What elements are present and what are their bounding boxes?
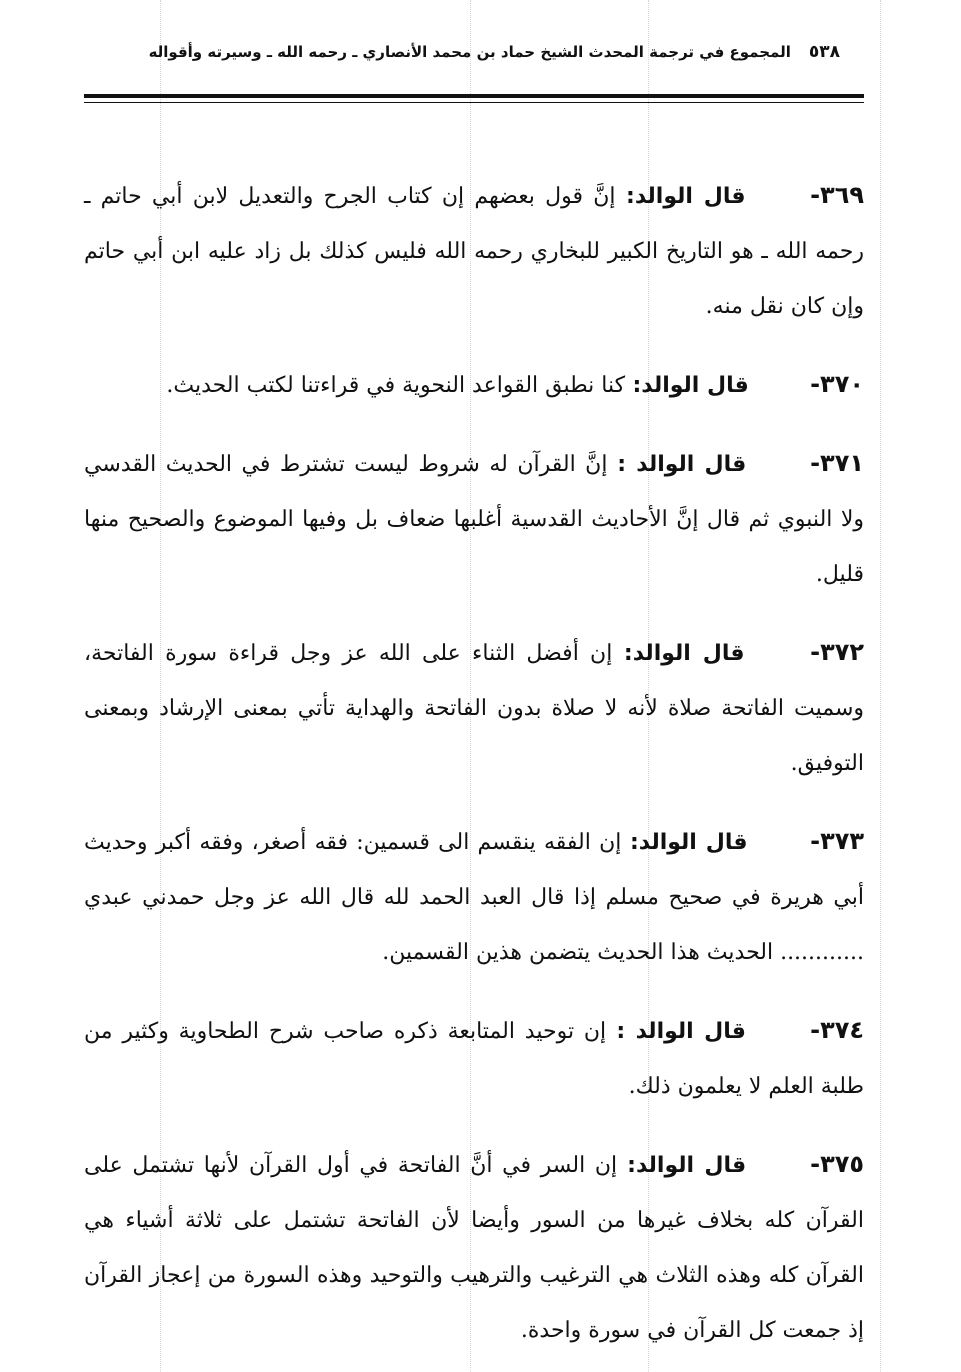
entry-speaker: قال الوالد : bbox=[616, 1019, 746, 1044]
entry-text: إنَّ قول بعضهم إن كتاب الجرح والتعديل لابن أبي حاتم ـ رحمه الله ـ هو التاريخ الكبير للبخاري رحمه الله فليس كذلك بل زاد عليه ابن أبي حاتم وإن كان نقل منه. bbox=[84, 184, 864, 319]
entry-speaker: قال الوالد: bbox=[629, 830, 748, 855]
entry-speaker: قال الوالد: bbox=[627, 1153, 747, 1178]
entry bbox=[84, 625, 864, 791]
entry-text: إن الفقه ينقسم الى قسمين: فقه أصغر، وفقه أكبر وحديث أبي هريرة في صحيح مسلم إذا قال العبد الحمد لله قال الله عز وجل حمدني عبدي ............ الحديث هذا الحديث يتضمن هذين القسمين. bbox=[84, 830, 864, 965]
entry-speaker: قال الوالد: bbox=[632, 373, 749, 398]
entry-text: كنا نطبق القواعد النحوية في قراءتنا لكتب الحديث. bbox=[166, 373, 626, 398]
entry bbox=[84, 168, 864, 334]
entry-text: إن أفضل الثناء على الله عز وجل قراءة سورة الفاتحة، وسميت الفاتحة صلاة لأنه لا صلاة بدون الفاتحة والهداية تأتي بمعنى الإرشاد وبمعنى التوفيق. bbox=[84, 641, 864, 776]
page-number: ٥٣٨ bbox=[808, 42, 840, 62]
entry-number: ٣٧٠- bbox=[810, 370, 864, 398]
entry-number: ٣٧٢- bbox=[810, 638, 865, 666]
entry-number: ٣٧٣- bbox=[810, 827, 865, 855]
entry-text: إن توحيد المتابعة ذكره صاحب شرح الطحاوية وكثير من طلبة العلم لا يعلمون ذلك. bbox=[84, 1019, 864, 1099]
entry-number: ٣٧٥- bbox=[810, 1150, 865, 1178]
running-header bbox=[148, 42, 840, 62]
header-rule-thin bbox=[84, 102, 864, 103]
entry-speaker: قال الوالد : bbox=[617, 452, 747, 477]
entry bbox=[84, 814, 864, 980]
entry bbox=[84, 1003, 864, 1114]
running-title: المجموع في ترجمة المحدث الشيخ حماد بن محمد الأنصاري ـ رحمه الله ـ وسيرته وأقواله bbox=[148, 43, 791, 61]
entry-number: ٣٦٩- bbox=[810, 181, 864, 209]
entry bbox=[84, 436, 864, 602]
entry-text: إنَّ القرآن له شروط ليست تشترط في الحديث القدسي ولا النبوي ثم قال إنَّ الأحاديث القدسية أغلبها ضعاف بل وفيها الموضوع والصحيح منها قليل. bbox=[84, 452, 864, 587]
entry bbox=[84, 357, 864, 413]
entry-speaker: قال الوالد: bbox=[623, 641, 745, 666]
entries-list bbox=[84, 168, 864, 1364]
entry-speaker: قال الوالد: bbox=[626, 184, 746, 209]
entry bbox=[84, 1137, 864, 1358]
entry-number: ٣٧١- bbox=[810, 449, 864, 477]
entry-text: إن السر في أنَّ الفاتحة في أول القرآن لأنها تشتمل على القرآن كله بخلاف غيرها من السور وأيضا لأن الفاتحة تشتمل على ثلاثة أشياء هي القرآن كله وهذه الثلاث هي الترغيب والترهيب والتوحيد وهذه السورة من إعجاز القرآن إذ جمعت كل القرآن في سورة واحدة. bbox=[84, 1153, 864, 1343]
entry-number: ٣٧٤- bbox=[810, 1016, 865, 1044]
header-rule-thick bbox=[84, 94, 864, 98]
scan-artifact-line bbox=[880, 0, 881, 1372]
